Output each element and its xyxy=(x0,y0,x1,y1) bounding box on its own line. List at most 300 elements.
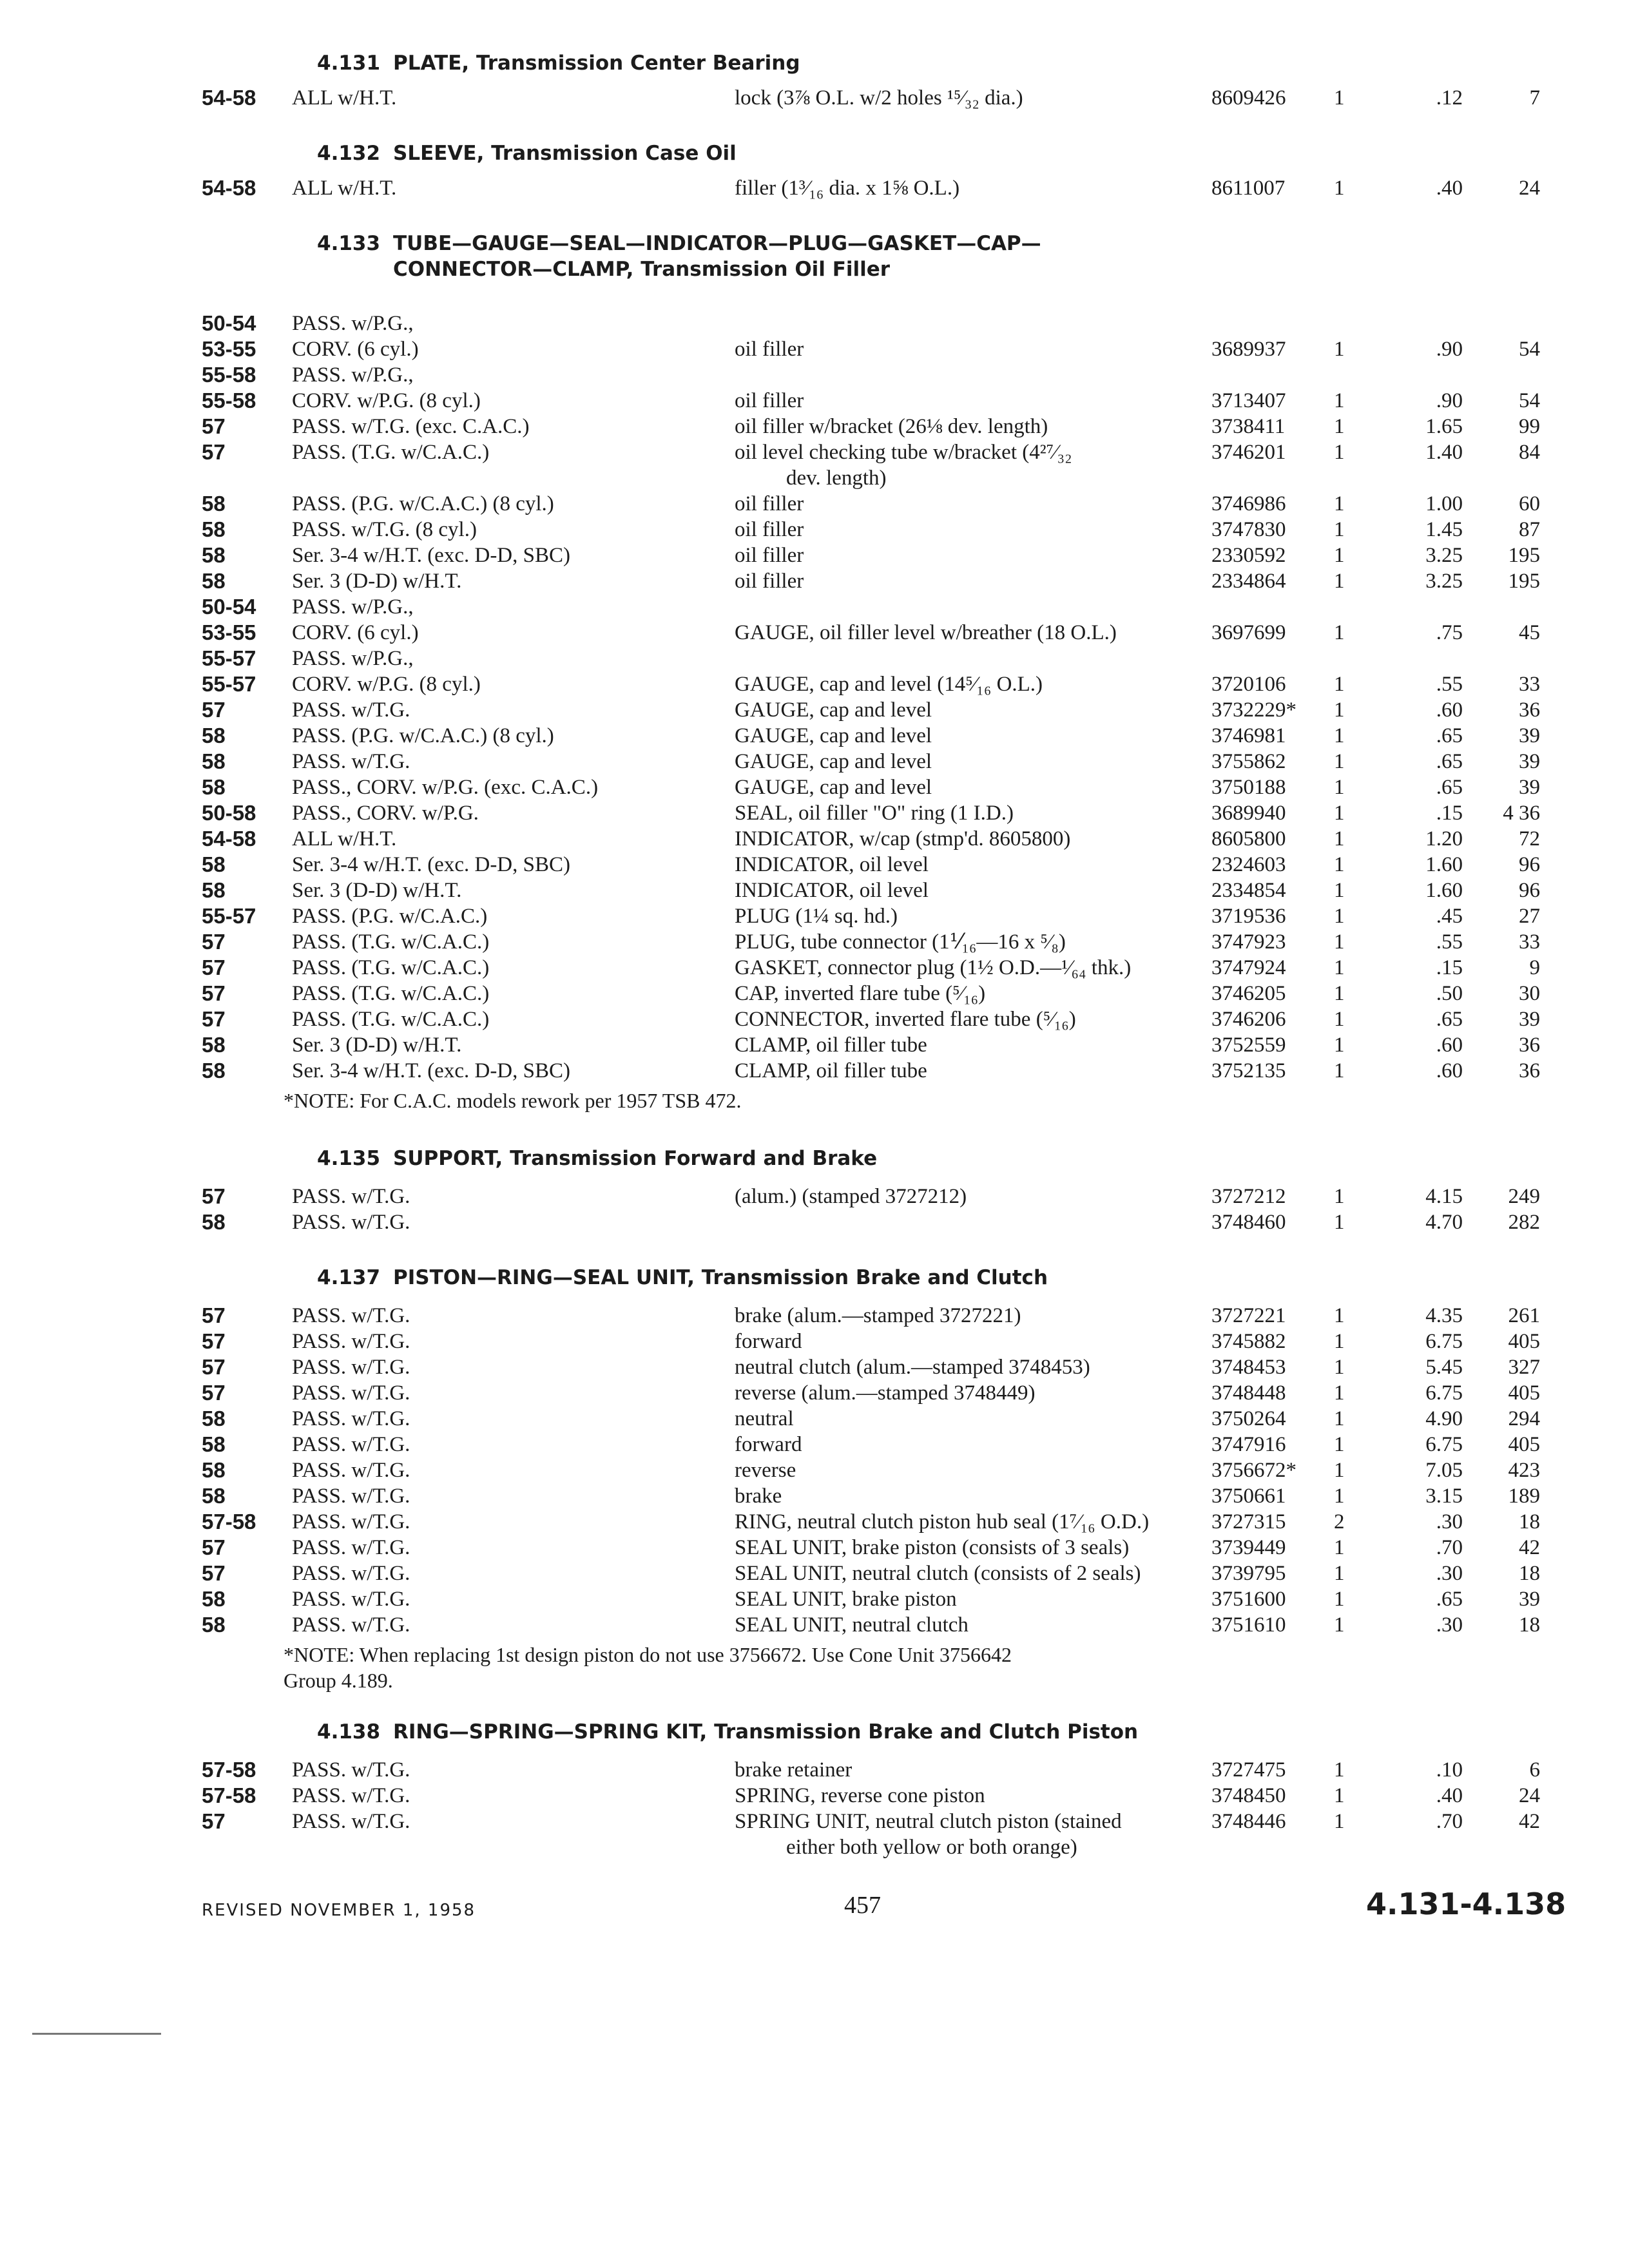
part-description: SEAL UNIT, brake piston xyxy=(735,1588,957,1611)
part-number: 3746981 xyxy=(1211,724,1286,747)
price: 1.45 xyxy=(1425,518,1463,541)
year-range: 58 xyxy=(202,775,226,799)
part-description: oil filler xyxy=(735,492,804,515)
part-description: GAUGE, cap and level xyxy=(735,724,932,747)
table-row xyxy=(0,1031,1629,1059)
table-row xyxy=(0,1327,1629,1356)
table-row xyxy=(0,567,1629,595)
part-description: PLUG (1¼ sq. hd.) xyxy=(735,905,898,928)
section-number: 4.135 xyxy=(317,1147,381,1170)
list-code: 39 xyxy=(1519,776,1540,799)
model: PASS. w/T.G. xyxy=(292,750,410,773)
page-number: 457 xyxy=(844,1892,881,1919)
quantity: 1 xyxy=(1334,1407,1345,1430)
model: PASS. w/T.G. xyxy=(292,1536,410,1559)
price: .65 xyxy=(1436,1588,1463,1611)
part-number: 3739795 xyxy=(1211,1562,1286,1585)
part-number: 3697699 xyxy=(1211,621,1286,644)
part-description: brake xyxy=(735,1485,782,1508)
model: CORV. w/P.G. (8 cyl.) xyxy=(292,673,481,696)
quantity: 1 xyxy=(1334,930,1345,954)
price: 4.35 xyxy=(1425,1304,1463,1327)
year-range: 57 xyxy=(202,1329,226,1353)
table-row xyxy=(0,412,1629,441)
model: PASS. w/T.G. xyxy=(292,1330,410,1353)
part-number: 3689940 xyxy=(1211,802,1286,825)
list-code: 24 xyxy=(1519,1784,1540,1807)
table-row-cont xyxy=(0,1833,1629,1861)
year-range: 58 xyxy=(202,1059,226,1082)
price: 1.40 xyxy=(1425,441,1463,464)
list-code: 423 xyxy=(1508,1459,1540,1482)
list-code: 24 xyxy=(1519,177,1540,200)
price: .12 xyxy=(1436,86,1463,110)
table-row xyxy=(0,1405,1629,1433)
model: PASS. w/T.G. xyxy=(292,1784,410,1807)
model: PASS. w/P.G., xyxy=(292,312,414,335)
year-range: 58 xyxy=(202,569,226,593)
list-code: 6 xyxy=(1529,1758,1540,1782)
list-code: 96 xyxy=(1519,879,1540,902)
table-row xyxy=(0,773,1629,802)
model: PASS. w/T.G. xyxy=(292,1562,410,1585)
price: .60 xyxy=(1436,1033,1463,1057)
table-row xyxy=(0,1005,1629,1033)
table-row xyxy=(0,387,1629,415)
model: ALL w/H.T. xyxy=(292,86,397,110)
year-range: 53-55 xyxy=(202,337,256,361)
table-row xyxy=(0,876,1629,905)
list-code: 36 xyxy=(1519,698,1540,722)
quantity: 1 xyxy=(1334,338,1345,361)
list-code: 54 xyxy=(1519,338,1540,361)
section-title: PLATE, Transmission Center Bearing xyxy=(393,52,800,75)
part-number: 3713407 xyxy=(1211,389,1286,412)
part-description: INDICATOR, oil level xyxy=(735,879,929,902)
year-range: 58 xyxy=(202,878,226,902)
model: PASS. (T.G. w/C.A.C.) xyxy=(292,930,490,954)
price: .10 xyxy=(1436,1758,1463,1782)
year-range: 55-58 xyxy=(202,363,256,387)
price: .75 xyxy=(1436,621,1463,644)
quantity: 1 xyxy=(1334,1562,1345,1585)
part-number: 3689937 xyxy=(1211,338,1286,361)
quantity: 1 xyxy=(1334,1033,1345,1057)
price: .65 xyxy=(1436,776,1463,799)
list-code: 39 xyxy=(1519,750,1540,773)
year-range: 57 xyxy=(202,1184,226,1208)
part-number: 2324603 xyxy=(1211,853,1286,876)
list-code: 9 xyxy=(1529,956,1540,979)
model: Ser. 3-4 w/H.T. (exc. D-D, SBC) xyxy=(292,544,570,567)
table-row xyxy=(0,1057,1629,1085)
part-number: 3746986 xyxy=(1211,492,1286,515)
model: PASS. w/T.G. xyxy=(292,1356,410,1379)
quantity: 1 xyxy=(1334,879,1345,902)
list-code: 84 xyxy=(1519,441,1540,464)
quantity: 1 xyxy=(1334,1758,1345,1782)
model: PASS., CORV. w/P.G. xyxy=(292,802,479,825)
part-number: 8611007 xyxy=(1211,177,1286,200)
table-row xyxy=(0,670,1629,698)
year-range: 54-58 xyxy=(202,86,256,110)
list-code: 54 xyxy=(1519,389,1540,412)
part-description: oil filler xyxy=(735,518,804,541)
model: PASS. w/T.G. xyxy=(292,1810,410,1833)
part-number: 3750188 xyxy=(1211,776,1286,799)
model: PASS. (P.G. w/C.A.C.) xyxy=(292,905,488,928)
part-number: 3727315 xyxy=(1211,1510,1286,1533)
part-number: 3748446 xyxy=(1211,1810,1286,1833)
price: 6.75 xyxy=(1425,1381,1463,1405)
quantity: 1 xyxy=(1334,570,1345,593)
quantity: 1 xyxy=(1334,621,1345,644)
quantity: 1 xyxy=(1334,1459,1345,1482)
price: .50 xyxy=(1436,982,1463,1005)
model: ALL w/H.T. xyxy=(292,177,397,200)
list-code: 7 xyxy=(1529,86,1540,110)
price: .40 xyxy=(1436,177,1463,200)
model: PASS. w/P.G., xyxy=(292,363,414,387)
section-number: 4.138 xyxy=(317,1720,381,1744)
table-row xyxy=(0,1508,1629,1536)
price: 4.90 xyxy=(1425,1407,1463,1430)
part-description: SEAL UNIT, brake piston (consists of 3 seals) xyxy=(735,1536,1130,1559)
list-code: 249 xyxy=(1508,1185,1540,1208)
model: PASS. w/T.G. (8 cyl.) xyxy=(292,518,477,541)
table-row xyxy=(0,850,1629,879)
list-code: 405 xyxy=(1508,1381,1540,1405)
list-code: 36 xyxy=(1519,1059,1540,1082)
list-code: 96 xyxy=(1519,853,1540,876)
table-row xyxy=(0,515,1629,544)
quantity: 1 xyxy=(1334,1211,1345,1234)
year-range: 58 xyxy=(202,543,226,567)
part-description: INDICATOR, w/cap (stmp'd. 8605800) xyxy=(735,827,1071,850)
model: PASS. w/T.G. xyxy=(292,1185,410,1208)
part-number: 3732229* xyxy=(1211,698,1296,722)
model: PASS. w/T.G. xyxy=(292,1459,410,1482)
model: PASS. w/T.G. xyxy=(292,1211,410,1234)
list-code: 405 xyxy=(1508,1433,1540,1456)
part-description: RING, neutral clutch piston hub seal (1⁷⁄₁₆ O.D.) xyxy=(735,1510,1150,1533)
list-code: 18 xyxy=(1519,1510,1540,1533)
part-number: 3756672* xyxy=(1211,1459,1296,1482)
price: .65 xyxy=(1436,750,1463,773)
list-code: 87 xyxy=(1519,518,1540,541)
year-range: 57 xyxy=(202,1355,226,1379)
table-row xyxy=(0,309,1629,338)
model: PASS. (T.G. w/C.A.C.) xyxy=(292,441,490,464)
part-number: 3738411 xyxy=(1211,415,1286,438)
model: CORV. w/P.G. (8 cyl.) xyxy=(292,389,481,412)
year-range: 57 xyxy=(202,1303,226,1327)
section-title: SLEEVE, Transmission Case Oil xyxy=(393,142,737,165)
quantity: 1 xyxy=(1334,441,1345,464)
year-range: 58 xyxy=(202,1033,226,1057)
table-row xyxy=(0,490,1629,518)
part-description: (alum.) (stamped 3727212) xyxy=(735,1185,967,1208)
table-row xyxy=(0,335,1629,363)
table-row xyxy=(0,1782,1629,1810)
part-number: 3751600 xyxy=(1211,1588,1286,1611)
table-row xyxy=(0,1533,1629,1562)
price: .15 xyxy=(1436,956,1463,979)
model: CORV. (6 cyl.) xyxy=(292,338,419,361)
quantity: 1 xyxy=(1334,982,1345,1005)
quantity: 1 xyxy=(1334,492,1345,515)
model: Ser. 3-4 w/H.T. (exc. D-D, SBC) xyxy=(292,853,570,876)
part-description: oil filler w/bracket (26⅛ dev. length) xyxy=(735,415,1048,438)
year-range: 50-58 xyxy=(202,801,256,825)
part-description: SPRING, reverse cone piston xyxy=(735,1784,985,1807)
part-description: GAUGE, oil filler level w/breather (18 O.L.) xyxy=(735,621,1117,644)
list-code: 36 xyxy=(1519,1033,1540,1057)
table-row xyxy=(0,1611,1629,1639)
part-number: 3755862 xyxy=(1211,750,1286,773)
price: .30 xyxy=(1436,1562,1463,1585)
part-number: 3747923 xyxy=(1211,930,1286,954)
part-number: 8605800 xyxy=(1211,827,1286,850)
part-description: oil filler xyxy=(735,338,804,361)
model: Ser. 3-4 w/H.T. (exc. D-D, SBC) xyxy=(292,1059,570,1082)
price: 4.70 xyxy=(1425,1211,1463,1234)
quantity: 1 xyxy=(1334,1381,1345,1405)
quantity: 1 xyxy=(1334,1304,1345,1327)
list-code: 18 xyxy=(1519,1613,1540,1637)
part-description: SEAL, oil filler "O" ring (1 I.D.) xyxy=(735,802,1014,825)
price: .45 xyxy=(1436,905,1463,928)
part-number: 3748453 xyxy=(1211,1356,1286,1379)
list-code: 405 xyxy=(1508,1330,1540,1353)
table-row xyxy=(0,1208,1629,1236)
revised-date: REVISED NOVEMBER 1, 1958 xyxy=(202,1901,476,1920)
part-number: 3746201 xyxy=(1211,441,1286,464)
year-range: 58 xyxy=(202,1432,226,1456)
model: PASS. w/T.G. xyxy=(292,1407,410,1430)
year-range: 57-58 xyxy=(202,1783,256,1807)
part-number: 3752135 xyxy=(1211,1059,1286,1082)
part-number: 3746205 xyxy=(1211,982,1286,1005)
table-row xyxy=(0,593,1629,621)
quantity: 1 xyxy=(1334,389,1345,412)
quantity: 1 xyxy=(1334,905,1345,928)
table-row xyxy=(0,799,1629,827)
part-number: 3727475 xyxy=(1211,1758,1286,1782)
model: PASS. w/T.G. xyxy=(292,1758,410,1782)
price: .30 xyxy=(1436,1510,1463,1533)
part-number: 3746206 xyxy=(1211,1008,1286,1031)
part-description: CLAMP, oil filler tube xyxy=(735,1033,927,1057)
list-code: 327 xyxy=(1508,1356,1540,1379)
model: PASS. w/T.G. xyxy=(292,1510,410,1533)
list-code: 39 xyxy=(1519,1008,1540,1031)
year-range: 57 xyxy=(202,981,226,1005)
part-description: neutral xyxy=(735,1407,794,1430)
year-range: 58 xyxy=(202,1407,226,1430)
part-description: INDICATOR, oil level xyxy=(735,853,929,876)
price: 1.20 xyxy=(1425,827,1463,850)
model: PASS. (P.G. w/C.A.C.) (8 cyl.) xyxy=(292,724,554,747)
list-code: 72 xyxy=(1519,827,1540,850)
price: 3.15 xyxy=(1425,1485,1463,1508)
list-code: 27 xyxy=(1519,905,1540,928)
year-range: 58 xyxy=(202,724,226,747)
footnote: *NOTE: When replacing 1st design piston do not use 3756672. Use Cone Unit 3756642 Group 4.189. xyxy=(284,1643,1012,1692)
part-number: 3752559 xyxy=(1211,1033,1286,1057)
quantity: 1 xyxy=(1334,1433,1345,1456)
price: .55 xyxy=(1436,673,1463,696)
table-row xyxy=(0,1456,1629,1485)
quantity: 1 xyxy=(1334,1356,1345,1379)
price: .65 xyxy=(1436,724,1463,747)
table-row xyxy=(0,174,1629,202)
part-number: 3748450 xyxy=(1211,1784,1286,1807)
quantity: 1 xyxy=(1334,1810,1345,1833)
part-number: 3727221 xyxy=(1211,1304,1286,1327)
year-range: 58 xyxy=(202,1587,226,1611)
year-range: 57-58 xyxy=(202,1758,256,1782)
part-number: 3750264 xyxy=(1211,1407,1286,1430)
table-row xyxy=(0,438,1629,466)
year-range: 55-57 xyxy=(202,646,256,670)
quantity: 1 xyxy=(1334,1485,1345,1508)
table-row xyxy=(0,928,1629,956)
model: PASS. w/T.G. (exc. C.A.C.) xyxy=(292,415,530,438)
model: PASS., CORV. w/P.G. (exc. C.A.C.) xyxy=(292,776,599,799)
model: PASS. (T.G. w/C.A.C.) xyxy=(292,1008,490,1031)
table-row xyxy=(0,644,1629,673)
part-description-cont: dev. length) xyxy=(786,466,887,490)
section-number: 4.137 xyxy=(317,1266,381,1289)
model: CORV. (6 cyl.) xyxy=(292,621,419,644)
list-code: 60 xyxy=(1519,492,1540,515)
part-number: 3748460 xyxy=(1211,1211,1286,1234)
quantity: 1 xyxy=(1334,177,1345,200)
price: 1.60 xyxy=(1425,853,1463,876)
quantity: 1 xyxy=(1334,1185,1345,1208)
list-code: 39 xyxy=(1519,1588,1540,1611)
section-number: 4.133 xyxy=(317,232,381,255)
year-range: 57 xyxy=(202,1535,226,1559)
part-number: 8609426 xyxy=(1211,86,1286,110)
footnote: *NOTE: For C.A.C. models rework per 1957 TSB 472. xyxy=(284,1089,742,1112)
model: PASS. w/T.G. xyxy=(292,1433,410,1456)
model: Ser. 3 (D-D) w/H.T. xyxy=(292,1033,462,1057)
price: .15 xyxy=(1436,802,1463,825)
list-code: 195 xyxy=(1508,570,1540,593)
table-row xyxy=(0,747,1629,776)
quantity: 1 xyxy=(1334,802,1345,825)
quantity: 2 xyxy=(1334,1510,1345,1533)
part-description: GAUGE, cap and level (14⁵⁄₁₆ O.L.) xyxy=(735,673,1043,696)
table-row xyxy=(0,1756,1629,1784)
year-range: 57 xyxy=(202,414,226,438)
part-description: PLUG, tube connector (1⅟₁₆—16 x ⁵⁄₈) xyxy=(735,930,1066,954)
quantity: 1 xyxy=(1334,724,1345,747)
price: 7.05 xyxy=(1425,1459,1463,1482)
year-range: 54-58 xyxy=(202,176,256,200)
part-number: 3750661 xyxy=(1211,1485,1286,1508)
table-row xyxy=(0,1379,1629,1407)
model: PASS. w/P.G., xyxy=(292,647,414,670)
price: 3.25 xyxy=(1425,570,1463,593)
section-number: 4.131 xyxy=(317,52,381,75)
list-code: 261 xyxy=(1508,1304,1540,1327)
price: .60 xyxy=(1436,698,1463,722)
part-number: 3747916 xyxy=(1211,1433,1286,1456)
price: .65 xyxy=(1436,1008,1463,1031)
quantity: 1 xyxy=(1334,1588,1345,1611)
year-range: 57 xyxy=(202,1809,226,1833)
year-range: 55-57 xyxy=(202,672,256,696)
part-description: GASKET, connector plug (1½ O.D.—¹⁄₆₄ thk.) xyxy=(735,956,1132,979)
section-title: TUBE—GAUGE—SEAL—INDICATOR—PLUG—GASKET—CAP— xyxy=(393,232,1041,255)
part-description: oil filler xyxy=(735,544,804,567)
scan-mark xyxy=(32,2033,161,2035)
table-row xyxy=(0,696,1629,724)
model: ALL w/H.T. xyxy=(292,827,397,850)
part-number: 3751610 xyxy=(1211,1613,1286,1637)
quantity: 1 xyxy=(1334,698,1345,722)
model: PASS. (P.G. w/C.A.C.) (8 cyl.) xyxy=(292,492,554,515)
table-row xyxy=(0,722,1629,750)
model: Ser. 3 (D-D) w/H.T. xyxy=(292,879,462,902)
quantity: 1 xyxy=(1334,853,1345,876)
part-description: filler (1³⁄₁₆ dia. x 1⅝ O.L.) xyxy=(735,177,960,200)
list-code: 294 xyxy=(1508,1407,1540,1430)
price: 1.65 xyxy=(1425,415,1463,438)
table-row xyxy=(0,902,1629,930)
model: PASS. w/T.G. xyxy=(292,698,410,722)
year-range: 58 xyxy=(202,1484,226,1508)
part-description: forward xyxy=(735,1433,802,1456)
list-code: 282 xyxy=(1508,1211,1540,1234)
table-row xyxy=(0,1559,1629,1588)
part-description: GAUGE, cap and level xyxy=(735,750,932,773)
list-code: 42 xyxy=(1519,1536,1540,1559)
table-row xyxy=(0,825,1629,853)
part-description: SEAL UNIT, neutral clutch xyxy=(735,1613,969,1637)
list-code: 45 xyxy=(1519,621,1540,644)
year-range: 57-58 xyxy=(202,1510,256,1533)
part-number: 3720106 xyxy=(1211,673,1286,696)
part-description: lock (3⅞ O.L. w/2 holes ¹⁵⁄₃₂ dia.) xyxy=(735,86,1023,110)
year-range: 57 xyxy=(202,1561,226,1585)
year-range: 55-57 xyxy=(202,904,256,928)
price: 4.15 xyxy=(1425,1185,1463,1208)
year-range: 53-55 xyxy=(202,620,256,644)
part-number: 3727212 xyxy=(1211,1185,1286,1208)
model: PASS. w/T.G. xyxy=(292,1381,410,1405)
list-code: 99 xyxy=(1519,415,1540,438)
section-title: SUPPORT, Transmission Forward and Brake xyxy=(393,1147,878,1170)
year-range: 58 xyxy=(202,1613,226,1637)
part-number: 3739449 xyxy=(1211,1536,1286,1559)
table-row-cont xyxy=(0,464,1629,492)
price: 1.60 xyxy=(1425,879,1463,902)
price: 5.45 xyxy=(1425,1356,1463,1379)
part-description: oil level checking tube w/bracket (4²⁷⁄₃₂ xyxy=(735,441,1072,464)
table-row xyxy=(0,1482,1629,1510)
section-title: RING—SPRING—SPRING KIT, Transmission Brake and Clutch Piston xyxy=(393,1720,1139,1744)
quantity: 1 xyxy=(1334,1008,1345,1031)
quantity: 1 xyxy=(1334,1784,1345,1807)
price: .60 xyxy=(1436,1059,1463,1082)
section-header-cont xyxy=(0,255,1629,284)
year-range: 57 xyxy=(202,956,226,979)
part-number: 3747830 xyxy=(1211,518,1286,541)
